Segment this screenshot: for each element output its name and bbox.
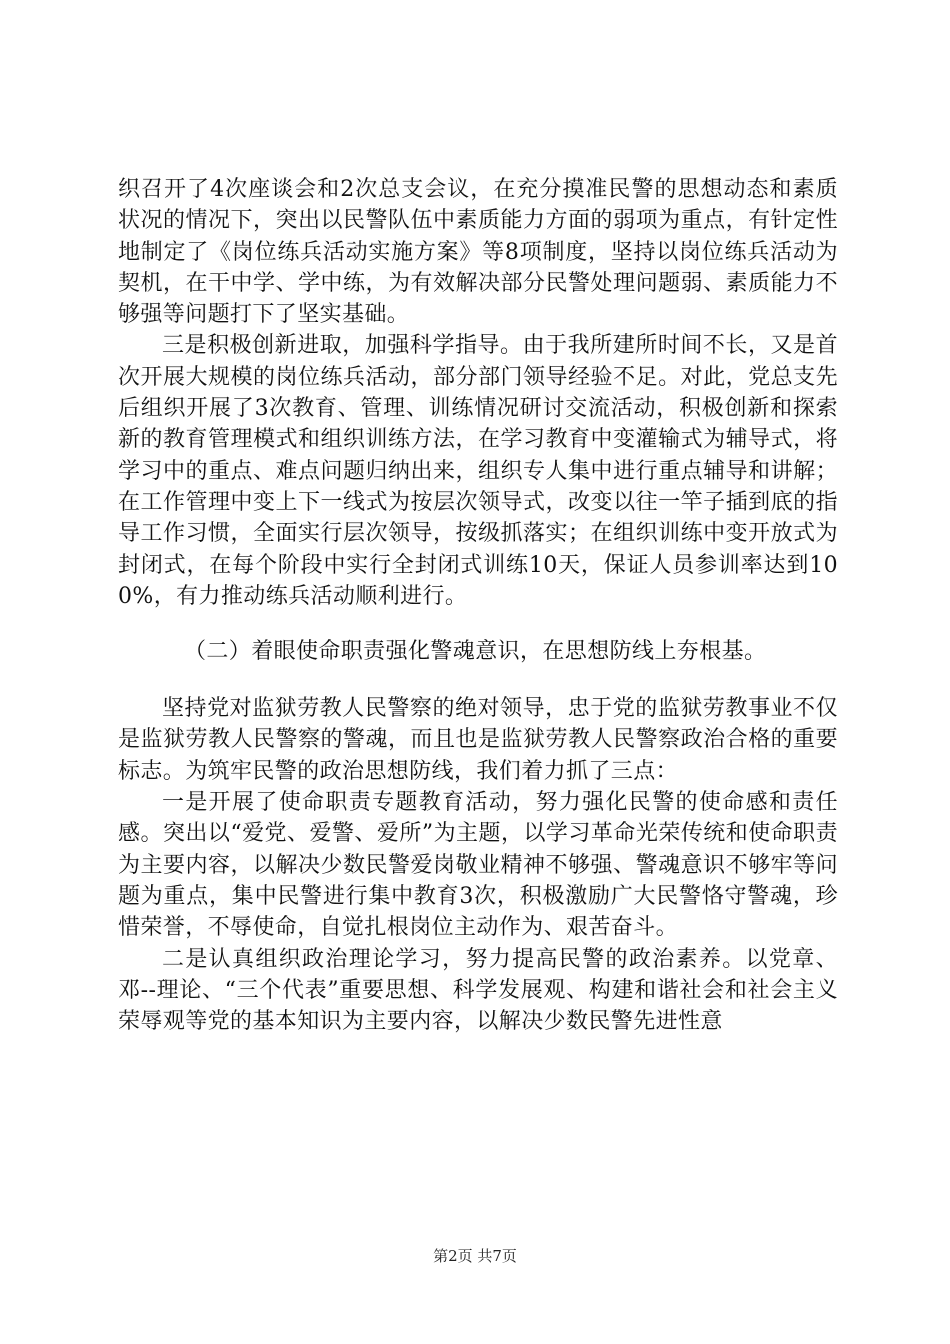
paragraph-point-three: 三是积极创新进取，加强科学指导。由于我所建所时间不长，又是首次开展大规模的岗位练兵活动，部分部门领导经验不足。对此，党总支先后组织开展了3次教育、管理、训练情况研讨交流活动，积极创新和探索新的教育管理模式和组织训练方法，在学习教育中变灌输式为辅导式，将学习中的重点、难点问题归纳出来，组织专人集中进行重点辅导和讲解；在工作管理中变上下一线式为按层次领导式，改变以往一竿子插到底的指导工作习惯，全面实行层次领导，按级抓落实；在组织训练中变开放式为封闭式，在每个阶段中实行全封闭式训练10天，保证人员参训率达到100%，有力推动练兵活动顺利进行。 bbox=[118, 333, 838, 609]
section-heading: （二）着眼使命职责强化警魂意识，在思想防线上夯根基。 bbox=[184, 639, 767, 665]
paragraph-point-one: 一是开展了使命职责专题教育活动，努力强化民警的使命感和责任感。突出以“爱党、爱警、爱所”为主题，以学习革命光荣传统和使命职责为主要内容，以解决少数民警爱岗敬业精神不够强、警魂意识不够牢等问题为重点，集中民警进行集中教育3次，积极激励广大民警恪守警魂，珍惜荣誉，不辱使命，自觉扎根岗位主动作为、艰苦奋斗。 bbox=[118, 790, 838, 941]
document-body bbox=[118, 174, 838, 1037]
paragraph-point-two: 二是认真组织政治理论学习，努力提高民警的政治素养。以党章、邓--理论、“三个代表”重要思想、科学发展观、构建和谐社会和社会主义荣辱观等党的基本知识为主要内容，以解决少数民警先进性意 bbox=[118, 946, 838, 1035]
paragraph-continued: 织召开了4次座谈会和2次总支会议，在充分摸准民警的思想动态和素质状况的情况下，突出以民警队伍中素质能力方面的弱项为重点，有针定性地制定了《岗位练兵活动实施方案》等8项制度，坚持以岗位练兵活动为契机，在干中学、学中练，为有效解决部分民警处理问题弱、素质能力不够强等问题打下了坚实基础。 bbox=[118, 177, 838, 328]
paragraph-section-intro: 坚持党对监狱劳教人民警察的绝对领导，忠于党的监狱劳教事业不仅是监狱劳教人民警察的警魂，而且也是监狱劳教人民警察政治合格的重要标志。为筑牢民警的政治思想防线，我们着力抓了三点： bbox=[118, 696, 838, 784]
page-number-footer: 第2页 共7页 bbox=[433, 1247, 517, 1265]
